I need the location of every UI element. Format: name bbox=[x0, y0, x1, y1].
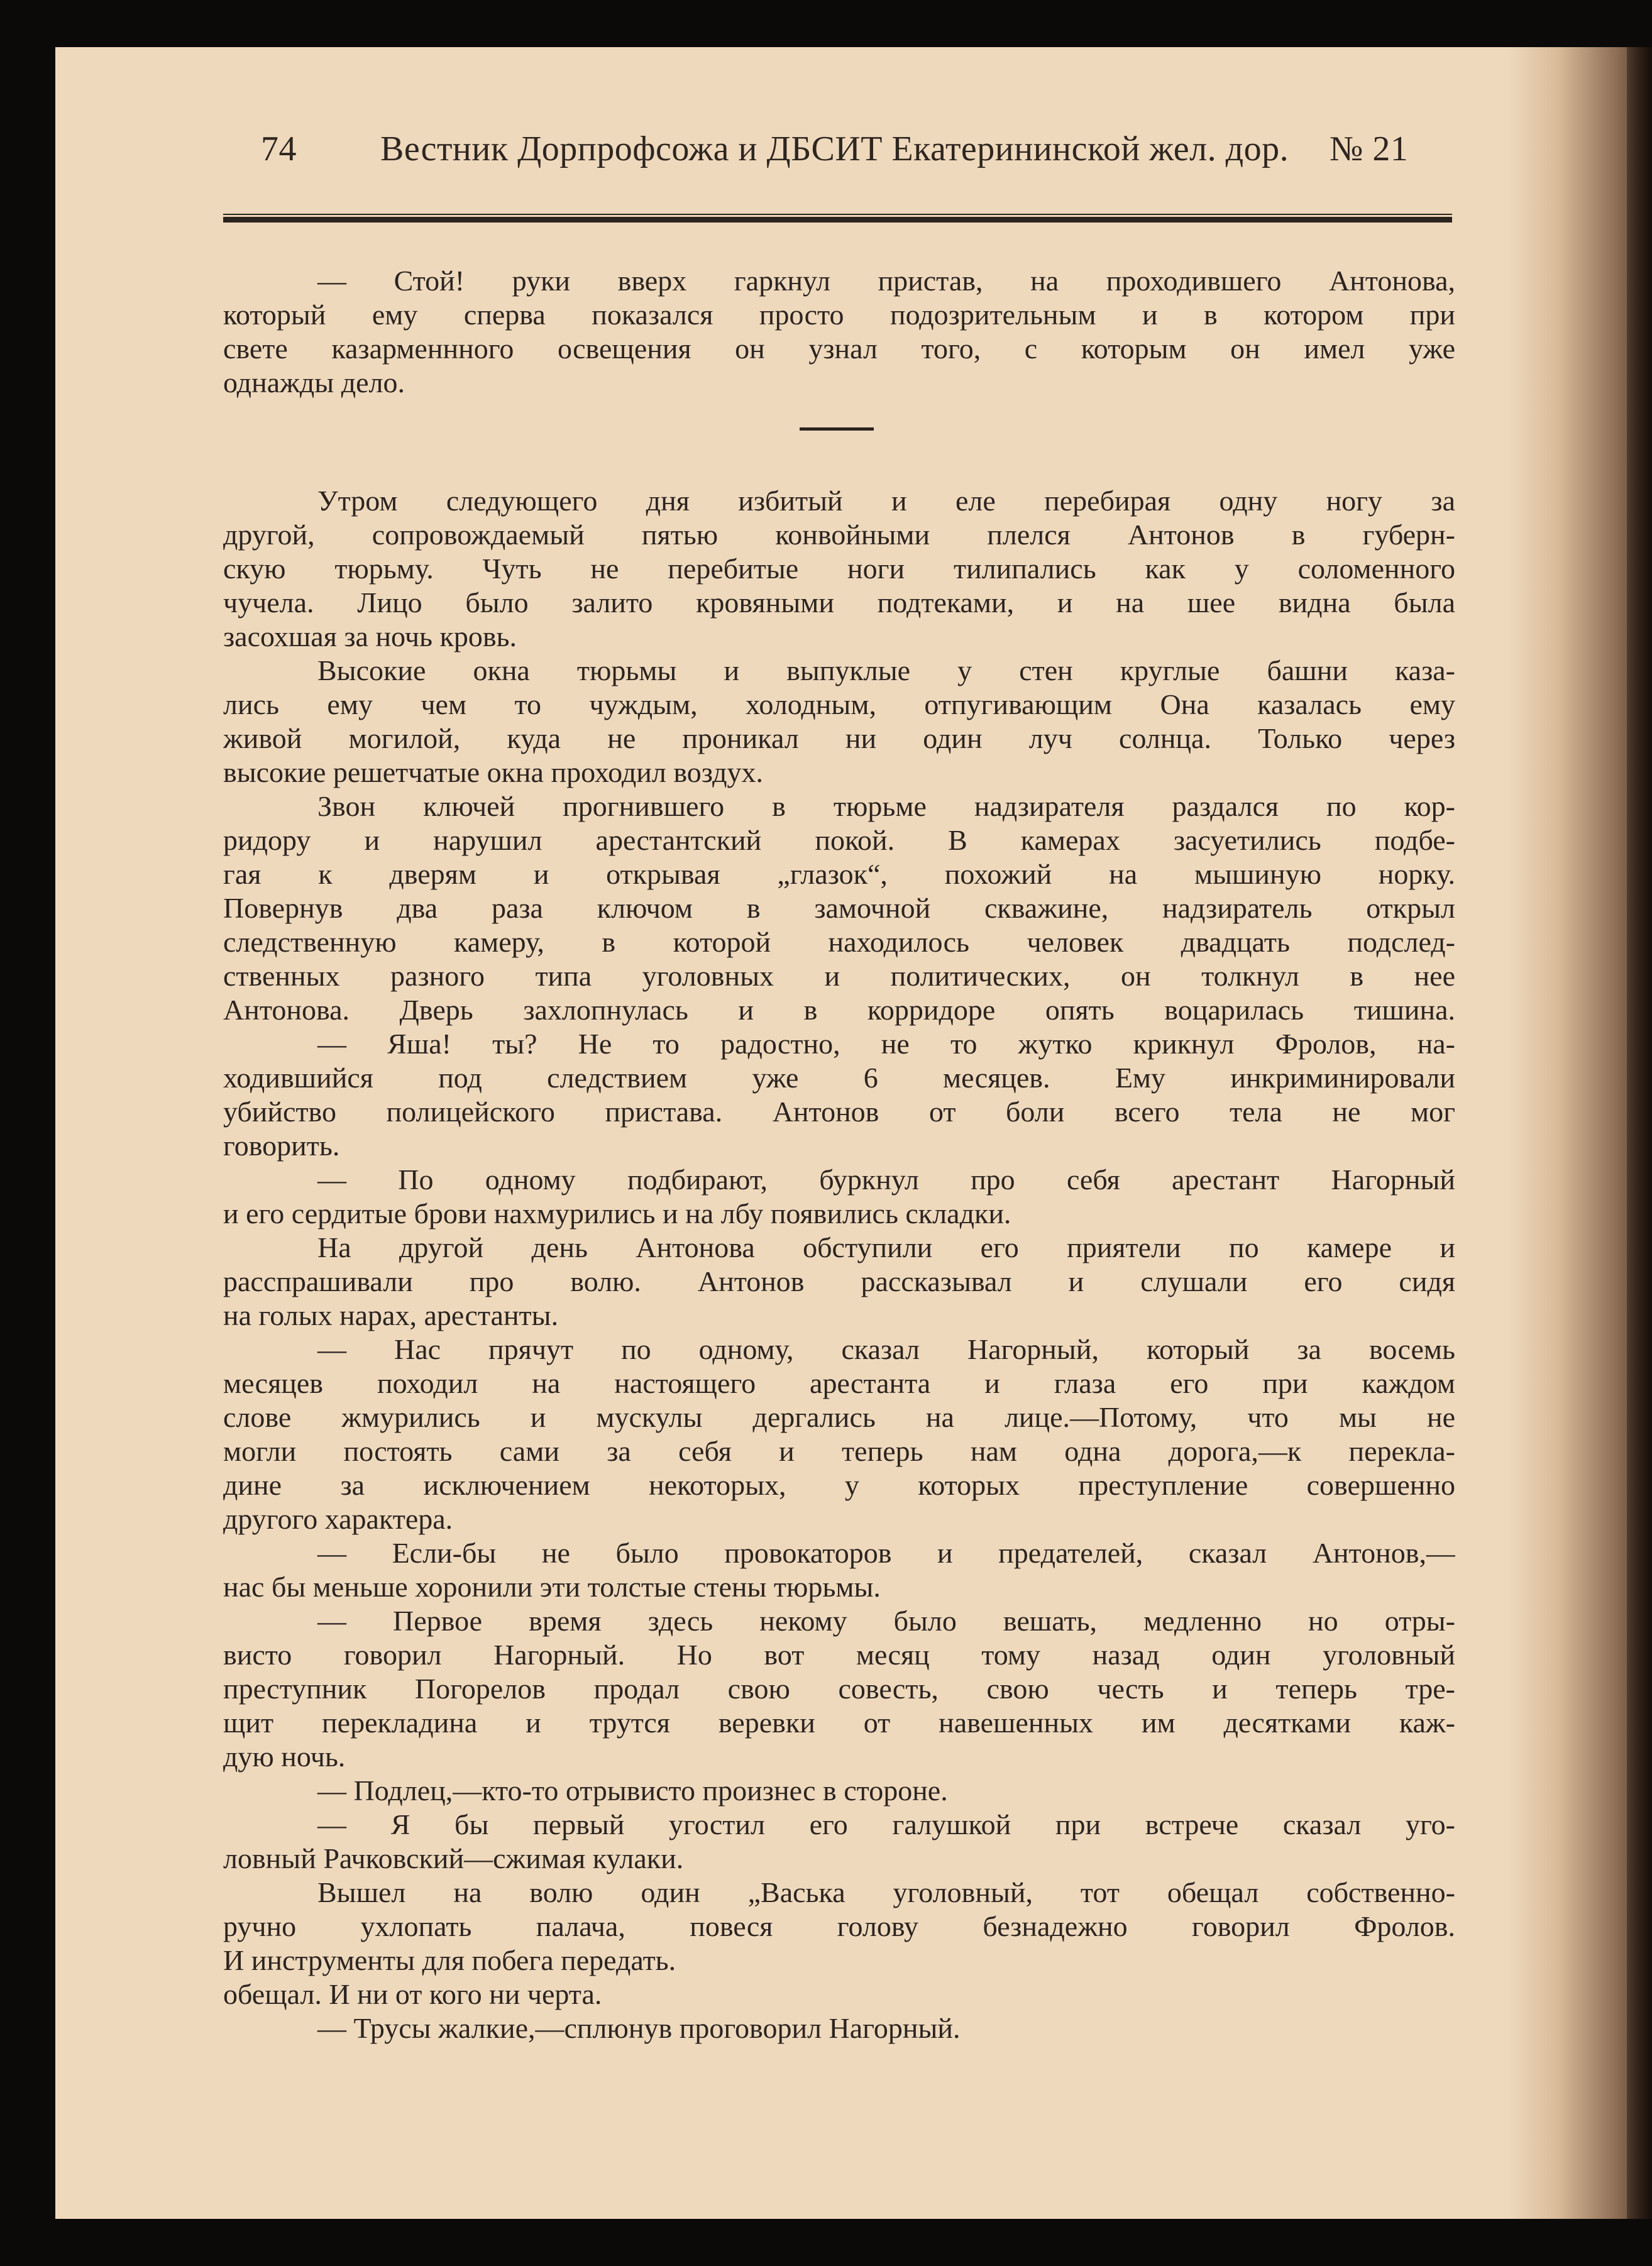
text-block-1 bbox=[223, 264, 1455, 400]
text-line: — Первое время здесь некому было вешать, медленно но отры- bbox=[317, 1605, 1455, 1637]
text-line: свете казарменнного освещения он узнал того, с которым он имел уже bbox=[223, 333, 1455, 365]
text-line: высокие решетчатые окна проходил воздух. bbox=[223, 756, 763, 788]
text-line: лись ему чем то чуждым, холодным, отпугивающим Она казалась ему bbox=[223, 688, 1455, 720]
journal-title: Вестник Дорпрофсожа и ДБСИТ Екатерининской жел. дор. bbox=[380, 129, 1289, 168]
text-line: — Нас прячут по одному, сказал Нагорный, который за восемь bbox=[317, 1333, 1455, 1365]
text-line: ходившийся под следствием уже 6 месяцев. Ему инкриминировали bbox=[223, 1062, 1455, 1094]
text-line: и его сердитые брови нахмурились и на лбу появились складки. bbox=[223, 1197, 1011, 1229]
text-line: ридору и нарушил арестантский покой. В камерах засуетились подбе- bbox=[223, 824, 1455, 856]
text-line: — Стой! руки вверх гаркнул пристав, на проходившего Антонова, bbox=[317, 265, 1455, 297]
text-line: месяцев походил на настоящего арестанта и глаза его при каждом bbox=[223, 1367, 1455, 1399]
text-line: ловный Рачковский—сжимая кулаки. bbox=[223, 1842, 684, 1874]
text-line: И инструменты для побега передать. bbox=[223, 1944, 676, 1976]
text-line: Высокие окна тюрьмы и выпуклые у стен круглые башни каза- bbox=[317, 654, 1455, 686]
text-line: щит перекладина и трутся веревки от навешенных им десятками каж- bbox=[223, 1707, 1455, 1739]
text-line: На другой день Антонова обступили его приятели по камере и bbox=[317, 1231, 1455, 1263]
text-line: Повернув два раза ключом в замочной скважине, надзиратель открыл bbox=[223, 892, 1455, 924]
text-line: — Трусы жалкие,—сплюнув проговорил Нагорный. bbox=[317, 2012, 961, 2044]
text-line: слове жмурились и мускулы дергались на лице.—Потому, что мы не bbox=[223, 1401, 1455, 1433]
text-line: расспрашивали про волю. Антонов рассказывал и слушали его сидя bbox=[223, 1265, 1455, 1297]
text-line: нас бы меньше хоронили эти толстые стены тюрьмы. bbox=[223, 1571, 881, 1603]
text-line: дую ночь. bbox=[223, 1741, 346, 1773]
issue-number: № 21 bbox=[1330, 129, 1409, 168]
text-line: засохшая за ночь кровь. bbox=[223, 620, 517, 652]
text-line: чучела. Лицо было залито кровяными подтеками, и на шее видна была bbox=[223, 586, 1455, 619]
text-line: убийство полицейского пристава. Антонов от боли всего тела не мог bbox=[223, 1096, 1455, 1128]
text-line: — Подлец,—кто-то отрывисто произнес в стороне. bbox=[317, 1774, 948, 1807]
text-line: Утром следующего дня избитый и еле перебирая одну ногу за bbox=[317, 485, 1455, 517]
text-line: — Если-бы не было провокаторов и предателей, сказал Антонов,— bbox=[317, 1537, 1455, 1569]
text-line: живой могилой, куда не проникал ни один луч солнца. Только через bbox=[223, 722, 1455, 754]
text-line: следственную камеру, в которой находилось человек двадцать подслед- bbox=[223, 926, 1455, 958]
page-number: 74 bbox=[261, 129, 297, 168]
page-edge bbox=[1627, 47, 1652, 2219]
text-line: Звон ключей прогнившего в тюрьме надзирателя раздался по кор- bbox=[317, 790, 1455, 822]
text-line: — По одному подбирают, буркнул про себя арестант Нагорный bbox=[317, 1163, 1455, 1196]
text-line: Антонова. Дверь захлопнулась и в корридоре опять воцарилась тишина. bbox=[223, 994, 1455, 1026]
text-block-2 bbox=[223, 484, 1455, 2045]
text-line: ручно ухлопать палача, повеся голову безнадежно говорил Фролов. bbox=[223, 1910, 1455, 1942]
text-line: на голых нарах, арестанты. bbox=[223, 1299, 559, 1331]
text-line: другой, сопровождаемый пятью конвойными плелся Антонов в губерн- bbox=[223, 519, 1455, 551]
running-header bbox=[204, 129, 1462, 192]
text-line: дине за исключением некоторых, у которых преступление совершенно bbox=[223, 1469, 1455, 1501]
text-line: преступник Погорелов продал свою совесть, свою честь и теперь тре- bbox=[223, 1673, 1455, 1705]
section-separator bbox=[800, 427, 874, 431]
text-line: гая к дверям и открывая „глазок“, похожий на мышиную норку. bbox=[223, 858, 1455, 890]
header-rule-thin bbox=[223, 214, 1452, 215]
text-line: — Яша! ты? Не то радостно, не то жутко крикнул Фролов, на- bbox=[317, 1028, 1455, 1060]
header-rule-thick bbox=[223, 217, 1452, 223]
text-line: Вышел на волю один „Васька уголовный, тот обещал собственно- bbox=[317, 1876, 1455, 1908]
text-line: висто говорил Нагорный. Но вот месяц тому назад один уголовный bbox=[223, 1639, 1455, 1671]
text-line: могли постоять сами за себя и теперь нам одна дорога,—к перекла- bbox=[223, 1435, 1455, 1467]
text-line: говорить. bbox=[223, 1130, 340, 1162]
text-line: скую тюрьму. Чуть не перебитые ноги тилипались как у соломенного bbox=[223, 553, 1455, 585]
text-line: другого характера. bbox=[223, 1503, 453, 1535]
text-line: обещал. И ни от кого ни черта. bbox=[223, 1978, 602, 2010]
text-line: который ему сперва показался просто подозрительным и в котором при bbox=[223, 299, 1455, 331]
text-line: ственных разного типа уголовных и политических, он толкнул в нее bbox=[223, 960, 1455, 992]
text-line: однажды дело. bbox=[223, 366, 405, 399]
text-line: — Я бы первый угостил его галушкой при встрече сказал уго- bbox=[317, 1808, 1455, 1840]
